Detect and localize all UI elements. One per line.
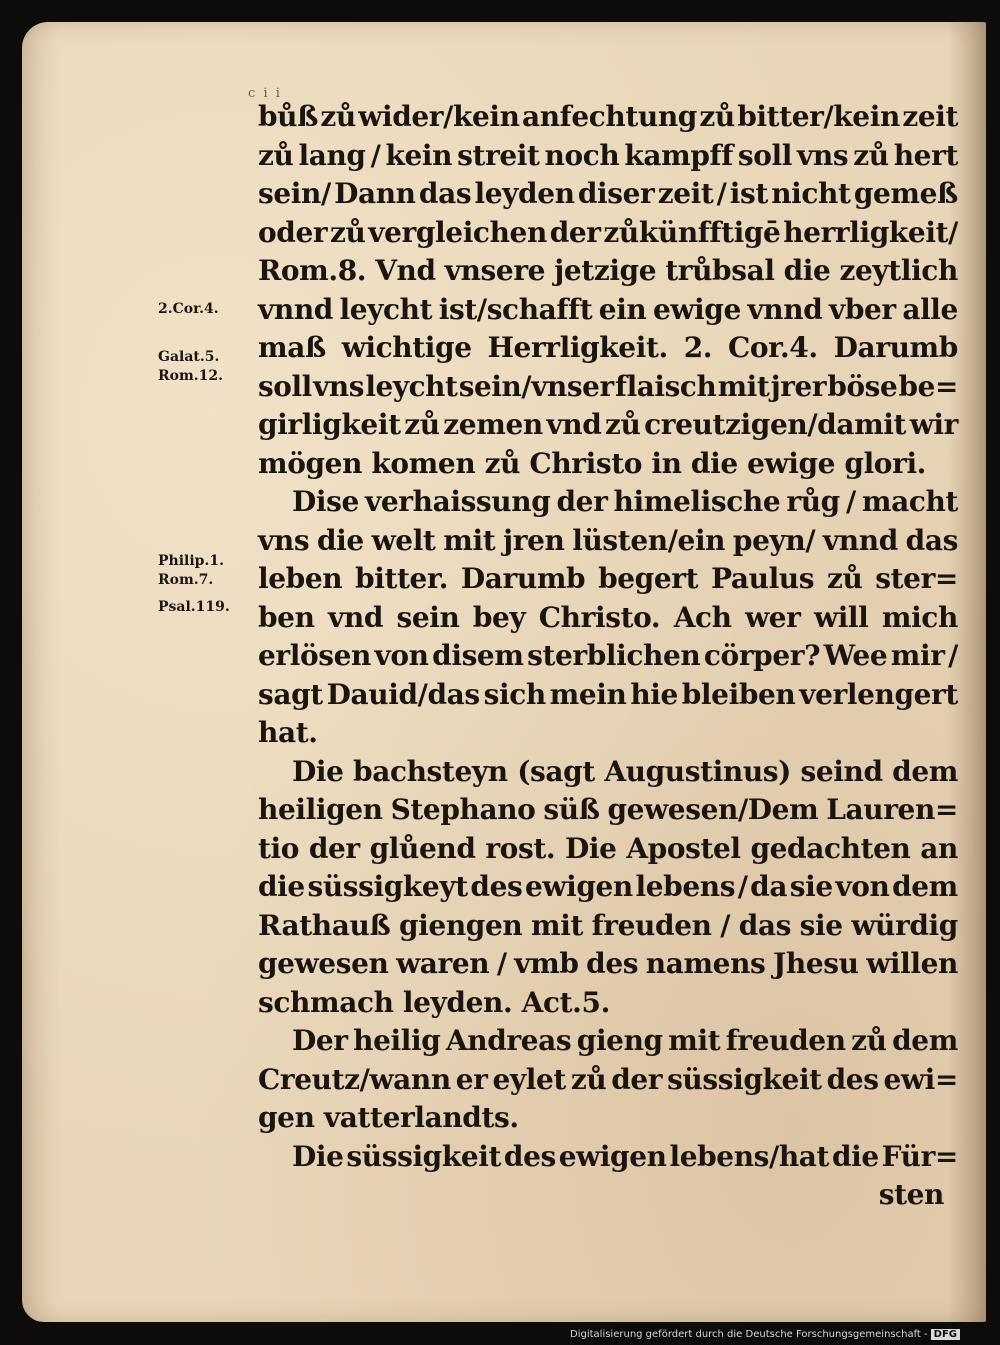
text-line: schmach leyden. Act.5.	[258, 985, 610, 1019]
text-line	[258, 522, 958, 561]
word: zů	[258, 138, 294, 172]
text-line	[258, 406, 958, 445]
credit-text: Digitalisierung gefördert durch die Deutsche Forschungsgemeinschaft -	[570, 1329, 928, 1340]
word: Andreas	[445, 1024, 572, 1057]
word: gemeß	[853, 177, 958, 210]
word: ist	[729, 177, 768, 210]
text-line	[258, 830, 958, 869]
paragraph-start-line	[258, 753, 958, 792]
word: Ach	[673, 600, 732, 634]
word: das	[738, 908, 791, 942]
word: ewigen	[558, 1139, 667, 1173]
word: leyden	[474, 177, 575, 210]
word: mit	[530, 908, 583, 942]
word: mein	[549, 677, 627, 711]
catchword: sten	[878, 1178, 944, 1211]
word: zů	[320, 100, 356, 133]
word: willen	[866, 947, 958, 980]
word: Cor.4.	[728, 331, 818, 364]
word: das	[905, 523, 958, 557]
word: vnnd	[747, 292, 823, 326]
text-line: mögen komen zů Christo in die ewige glori.	[258, 446, 927, 480]
word: /	[370, 138, 381, 172]
word: die	[831, 1139, 879, 1173]
word: sein/	[258, 177, 331, 210]
word: Paulus	[710, 562, 815, 595]
word: jren	[503, 523, 565, 557]
word: gewesen	[258, 947, 389, 980]
word: verlengert	[799, 677, 958, 711]
dfg-logo: DFG	[931, 1329, 960, 1340]
word: trůbsal	[665, 254, 775, 287]
word: Darumb	[833, 331, 958, 364]
word: streit	[457, 138, 540, 172]
word: Die	[292, 1139, 344, 1173]
word: (sagt	[517, 754, 595, 788]
word: mit	[443, 523, 496, 557]
word: lebens/hat	[669, 1139, 830, 1173]
word: /	[737, 870, 748, 903]
text-line	[258, 907, 958, 946]
word: macht	[861, 485, 958, 518]
word: erlösen	[258, 639, 372, 672]
word: sie	[789, 870, 833, 903]
word: des	[586, 947, 639, 980]
word: die	[316, 523, 364, 557]
word: Jhesu	[773, 947, 859, 980]
word: zemen	[443, 408, 543, 441]
word: Augustinus)	[604, 754, 792, 788]
word: der	[556, 485, 608, 518]
word: diser	[577, 177, 655, 210]
word: sie	[799, 908, 843, 942]
text-line: gen vatterlandts.	[258, 1101, 519, 1134]
word: herrligkeit/	[783, 215, 958, 249]
text-line	[258, 676, 958, 715]
word: zů	[853, 138, 889, 172]
word: vns	[797, 138, 849, 172]
word: des	[826, 1062, 879, 1096]
word: sein	[396, 600, 460, 634]
word: /	[948, 639, 958, 672]
text-line	[258, 1061, 958, 1100]
text-line	[258, 599, 958, 638]
word: rost.	[485, 831, 556, 865]
word: bitter.	[355, 562, 449, 595]
margin-note: Galat.5.	[158, 349, 220, 365]
word: hie	[630, 677, 678, 711]
text-line: hat.	[258, 716, 318, 749]
word: Die	[292, 754, 344, 788]
word: vnnd	[822, 523, 898, 557]
word: vnd	[546, 408, 602, 441]
word: süß	[543, 793, 600, 826]
word: glůend	[369, 831, 476, 865]
word: wir	[909, 408, 958, 441]
word: leycht	[339, 292, 433, 326]
word: freuden	[591, 908, 712, 942]
text-line	[258, 252, 958, 291]
word: süssigkeyt	[307, 870, 468, 903]
word: des	[470, 870, 523, 903]
text-line	[258, 945, 958, 984]
word: seind	[800, 754, 883, 788]
word: freuden	[725, 1024, 846, 1057]
word: heilig	[353, 1024, 441, 1057]
word: zů	[570, 1062, 607, 1096]
word: zůkünfftigē	[603, 215, 781, 249]
word: bleiben	[681, 677, 796, 711]
margin-note: Psal.119.	[158, 599, 230, 615]
word: wider/kein	[358, 100, 520, 133]
word: Die	[565, 831, 617, 865]
word: Stephano	[390, 793, 536, 826]
word: leycht	[365, 369, 458, 403]
digitization-credit	[570, 1329, 960, 1340]
word: 2.	[683, 331, 713, 364]
word: süssigkeit	[667, 1062, 822, 1096]
text-line	[258, 98, 958, 137]
word: noch	[544, 138, 620, 172]
word: bitter/kein	[737, 100, 900, 133]
word: Dauid/das	[326, 677, 480, 711]
word: /	[496, 947, 507, 980]
word: alle	[902, 292, 958, 326]
word: zů	[330, 215, 366, 249]
word: die	[258, 870, 305, 903]
word: tio	[258, 831, 300, 865]
text-line	[258, 868, 958, 907]
word: vber	[828, 292, 896, 326]
word: der	[549, 215, 601, 249]
text-line	[258, 175, 958, 214]
word: zů	[851, 1024, 887, 1057]
word: will	[813, 600, 869, 634]
word: Dann	[334, 177, 416, 210]
word: ist/schafft	[438, 292, 593, 326]
word: lüsten/ein	[572, 523, 726, 557]
word: Apostel	[626, 831, 741, 865]
word: begert	[598, 562, 699, 595]
word: /	[845, 485, 856, 518]
word: gewesen/Dem	[607, 793, 819, 826]
word: jrer	[770, 369, 827, 403]
word: vmb	[514, 947, 579, 980]
word: Vnd	[375, 254, 436, 287]
word: vergleichen	[368, 215, 547, 249]
word: cörper?	[703, 639, 821, 672]
text-line	[258, 329, 958, 368]
word: /	[716, 177, 727, 210]
word: heiligen	[258, 793, 383, 826]
word: sich	[483, 677, 546, 711]
word: Christo.	[538, 600, 661, 634]
word: würdig	[851, 908, 958, 942]
word: Dise	[292, 485, 359, 518]
word: peyn/	[732, 523, 816, 557]
paragraph-start-line	[258, 483, 958, 522]
word: Für=	[881, 1139, 958, 1173]
word: von	[374, 639, 429, 672]
text-line	[258, 368, 958, 407]
word: be=	[898, 369, 958, 403]
word: wer	[745, 600, 801, 634]
word: ben	[258, 600, 315, 634]
word: dem	[892, 1024, 958, 1057]
word: zeit	[902, 100, 958, 133]
word: sterblichen	[527, 639, 701, 672]
word: namens	[645, 947, 766, 980]
word: waren	[396, 947, 490, 980]
word: /	[720, 908, 731, 942]
word: ewige	[652, 292, 741, 326]
word: vnsere	[444, 254, 546, 287]
margin-note: 2.Cor.4.	[158, 301, 219, 317]
word: hert	[893, 138, 958, 172]
word: Lauren=	[826, 793, 958, 826]
word: zů	[404, 408, 440, 441]
word: mich	[881, 600, 958, 634]
word: böse	[827, 369, 898, 403]
word: kampff	[624, 138, 733, 172]
word: das	[418, 177, 472, 210]
text-line	[258, 560, 958, 599]
word: verhaissung	[365, 485, 551, 518]
word: des	[503, 1139, 556, 1173]
margin-note: Rom.7.	[158, 572, 214, 588]
word: oder	[258, 215, 328, 249]
word: an	[920, 831, 958, 865]
word: Creutz/wann	[258, 1062, 451, 1096]
word: leben	[258, 562, 343, 595]
word: zů	[605, 408, 641, 441]
word: vnd	[328, 600, 384, 634]
word: lebens	[635, 870, 736, 903]
word: gieng	[576, 1024, 663, 1057]
word: jetzige	[554, 254, 657, 287]
word: Rathauß	[258, 908, 391, 942]
text-line	[258, 214, 958, 253]
word: Der	[292, 1024, 348, 1057]
word: Rom.8.	[258, 254, 367, 287]
word: da	[750, 870, 788, 903]
word: Wee	[823, 639, 888, 672]
word: der	[611, 1062, 663, 1096]
word: maß	[258, 331, 326, 364]
word: giengen	[398, 908, 523, 942]
margin-note: Philip.1.	[158, 553, 224, 569]
word: dem	[892, 754, 958, 788]
word: welt	[371, 523, 436, 557]
text-line	[258, 291, 958, 330]
word: zů	[826, 562, 863, 595]
word: ein	[598, 292, 647, 326]
word: ewi=	[883, 1062, 958, 1096]
word: gedachten	[750, 831, 911, 865]
word: himelische	[613, 485, 781, 518]
text-line	[258, 637, 958, 676]
word: zů	[699, 100, 735, 133]
word: mit	[717, 369, 770, 403]
word: mit	[668, 1024, 721, 1057]
word: girligkeit	[258, 408, 401, 441]
word: bachsteyn	[353, 754, 508, 788]
paragraph-start-line	[258, 1022, 958, 1061]
word: zeit	[657, 177, 714, 210]
text-line	[258, 137, 958, 176]
word: bůß	[258, 100, 319, 133]
word: eylet	[492, 1062, 566, 1096]
word: sagt	[258, 677, 323, 711]
word: ewigen	[524, 870, 633, 903]
word: süssigkeit	[346, 1139, 502, 1173]
word: vnnd	[258, 292, 333, 326]
word: von	[835, 870, 890, 903]
word: lang	[298, 138, 366, 172]
word: disem	[432, 639, 524, 672]
signature-mark: c i i	[248, 86, 282, 101]
text-line	[258, 791, 958, 830]
word: flaisch	[615, 369, 717, 403]
word: bey	[472, 600, 526, 634]
word: dem	[892, 870, 958, 903]
word: wichtige	[341, 331, 472, 364]
word: er	[455, 1062, 488, 1096]
word: ster=	[875, 562, 958, 595]
word: anfechtung	[521, 100, 697, 133]
word: mir	[890, 639, 945, 672]
word: kein	[385, 138, 453, 172]
word: der	[308, 831, 360, 865]
word: soll	[737, 138, 792, 172]
margin-note: Rom.12.	[158, 368, 224, 384]
word: creutzigen/damit	[644, 408, 907, 441]
word: Darumb	[460, 562, 586, 595]
word: vns	[313, 369, 365, 403]
paragraph-start-line	[258, 1138, 958, 1177]
word: nicht	[771, 177, 851, 210]
word: soll	[258, 369, 312, 403]
word: sein/vnser	[458, 369, 614, 403]
word: Herrligkeit.	[487, 331, 668, 364]
word: růg	[786, 485, 840, 518]
word: zeytlich	[839, 254, 958, 287]
word: vns	[258, 523, 310, 557]
main-text-column	[258, 98, 958, 1215]
word: die	[783, 254, 831, 287]
